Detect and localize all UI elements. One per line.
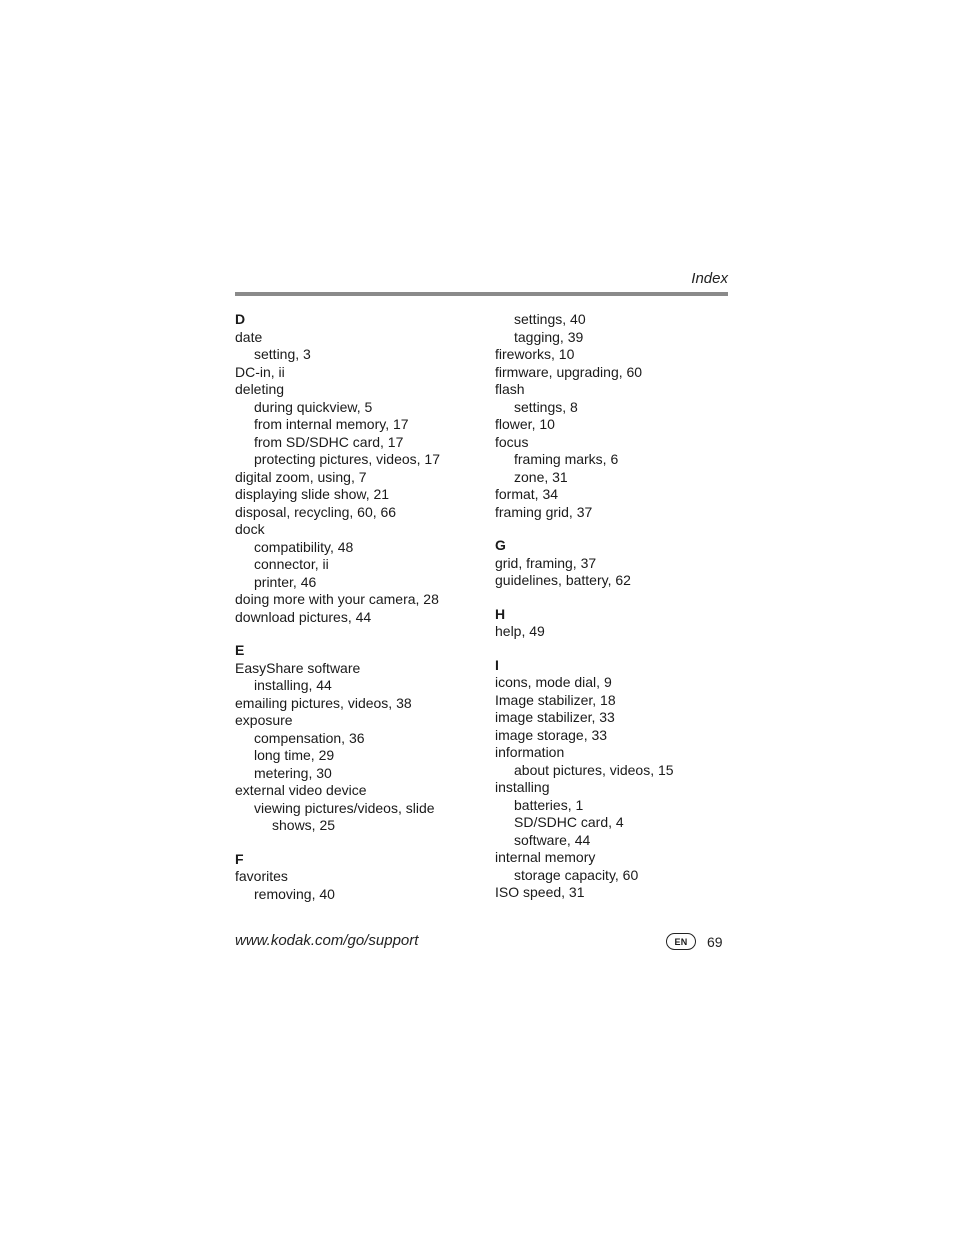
index-section-letter: G (495, 537, 506, 553)
index-subentry: batteries, 1 (514, 796, 584, 813)
index-subentry: printer, 46 (254, 573, 317, 590)
index-entry: digital zoom, using, 7 (235, 468, 367, 485)
index-entry: deleting (235, 381, 285, 397)
header-divider (235, 292, 728, 296)
index-entry: image storage, 33 (495, 726, 608, 743)
index-subentry: compensation, 36 (254, 729, 365, 746)
index-subentry: metering, 30 (254, 764, 332, 781)
section-gap (495, 641, 735, 657)
section-gap (235, 835, 475, 851)
index-subentry: removing, 40 (254, 885, 335, 902)
index-entry: emailing pictures, videos, 38 (235, 694, 412, 711)
index-column-right (495, 311, 735, 902)
page-header-title: Index (691, 270, 728, 287)
index-subentry: from internal memory, 17 (254, 416, 409, 432)
index-entry: ISO speed, 31 (495, 884, 585, 900)
index-entry: format, 34 (495, 486, 559, 502)
section-gap (495, 521, 735, 537)
index-entry: firmware, upgrading, 60 (495, 363, 643, 380)
index-section-letter: D (235, 311, 246, 327)
index-entry: download pictures, 44 (235, 608, 372, 625)
index-subentry: from SD/SDHC card, 17 (254, 433, 404, 450)
index-entry: favorites (235, 868, 288, 884)
index-entry: focus (495, 433, 529, 450)
index-entry: date (235, 328, 263, 345)
index-entry: exposure (235, 712, 293, 728)
index-subentry: settings, 40 (514, 311, 586, 327)
index-subentry: during quickview, 5 (254, 398, 373, 415)
index-entry: DC-in, ii (235, 363, 285, 380)
index-subentry: software, 44 (514, 831, 591, 848)
index-entry: external video device (235, 782, 367, 798)
index-entry: fireworks, 10 (495, 346, 575, 362)
index-subentry: compatibility, 48 (254, 538, 354, 555)
index-subentry: about pictures, videos, 15 (514, 761, 674, 778)
index-subentry: framing marks, 6 (514, 451, 619, 467)
index-subentry: installing, 44 (254, 677, 332, 693)
index-entry: grid, framing, 37 (495, 554, 597, 571)
index-subentry: protecting pictures, videos, 17 (254, 451, 440, 467)
index-subentry: zone, 31 (514, 468, 568, 485)
index-subentry: settings, 8 (514, 398, 578, 415)
index-entry: information (495, 744, 565, 760)
index-subentry: storage capacity, 60 (514, 866, 639, 883)
footer-page-info (666, 933, 723, 950)
index-entry: disposal, recycling, 60, 66 (235, 503, 397, 520)
index-subentry: connector, ii (254, 556, 329, 572)
index-section-letter: F (235, 850, 244, 867)
section-gap (495, 590, 735, 606)
index-entry: flower, 10 (495, 416, 555, 432)
index-subentry: viewing pictures/videos, slide (254, 799, 435, 816)
index-entry: image stabilizer, 33 (495, 709, 615, 725)
section-gap (235, 626, 475, 642)
index-subentry: long time, 29 (254, 747, 335, 763)
index-section-letter: H (495, 605, 506, 622)
index-entry: internal memory (495, 849, 596, 865)
page-number: 69 (707, 933, 723, 950)
index-section-letter: E (235, 642, 245, 658)
support-url-link[interactable]: www.kodak.com/go/support (235, 932, 419, 949)
index-subentry: tagging, 39 (514, 328, 584, 345)
index-entry: dock (235, 521, 265, 537)
index-subentry: setting, 3 (254, 346, 311, 362)
index-entry: help, 49 (495, 623, 545, 639)
index-entry: displaying slide show, 21 (235, 486, 390, 502)
index-subentry: SD/SDHC card, 4 (514, 814, 624, 830)
index-entry: EasyShare software (235, 659, 361, 676)
index-entry: framing grid, 37 (495, 503, 593, 520)
index-entry: doing more with your camera, 28 (235, 591, 439, 607)
index-entry: Image stabilizer, 18 (495, 691, 616, 708)
index-subentry: shows, 25 (272, 817, 336, 833)
index-entry: flash (495, 381, 525, 397)
index-entry: icons, mode dial, 9 (495, 674, 612, 690)
index-column-left (235, 311, 475, 903)
index-section-letter: I (495, 656, 499, 673)
language-badge-icon: EN (666, 933, 696, 950)
index-entry: guidelines, battery, 62 (495, 572, 631, 588)
index-entry: installing (495, 779, 550, 795)
